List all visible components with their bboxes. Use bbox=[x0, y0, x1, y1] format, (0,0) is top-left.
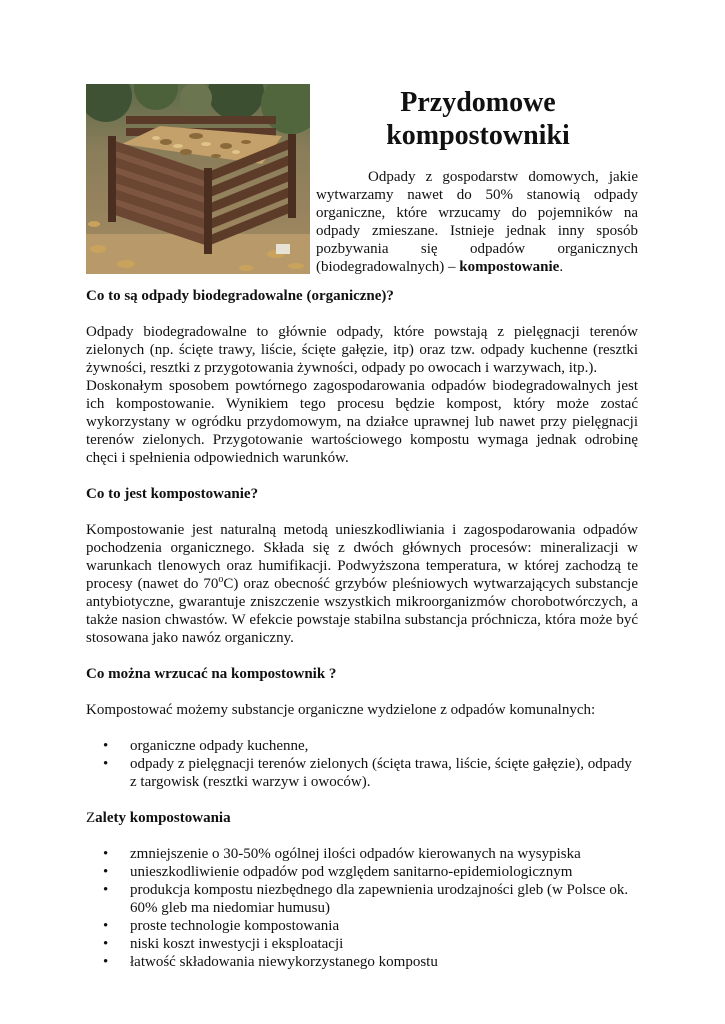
intro-end: . bbox=[559, 259, 564, 275]
list-item bbox=[103, 755, 638, 791]
section3-intro: Kompostować możemy substancje organiczne wydzielone z odpadów komunalnych: bbox=[86, 702, 596, 718]
section4-heading-initial: Z bbox=[86, 810, 96, 826]
bullet: • bbox=[103, 954, 109, 970]
bullet: • bbox=[103, 864, 109, 880]
spacer bbox=[86, 503, 638, 521]
section2-paragraph bbox=[86, 521, 638, 647]
list-item bbox=[103, 845, 638, 863]
section2-heading: Co to jest kompostowanie? bbox=[86, 486, 259, 502]
bullet: • bbox=[103, 918, 109, 934]
bullet: • bbox=[103, 738, 109, 754]
section4-list bbox=[86, 845, 638, 971]
list-item-text: proste technologie kompostowania bbox=[130, 918, 340, 934]
intro-text: Odpady z gospodarstw domowych, jakie wytwarzamy nawet do 50% stanowią odpady organiczne, które wrzucamy do pojemników na odpady zmieszane. Istnieje jednak inny sposób pozbywania się odpadów organicznych (biodegradowalnych) – bbox=[316, 169, 638, 275]
spacer bbox=[86, 683, 638, 701]
list-item bbox=[103, 935, 638, 953]
spacer bbox=[86, 467, 638, 485]
intro-bold-keyword: kompostowanie bbox=[459, 259, 560, 275]
spacer bbox=[86, 719, 638, 737]
page-title: Przydomowe kompostowniki bbox=[386, 87, 570, 151]
section4-heading-rest: alety kompostowania bbox=[95, 810, 231, 826]
section4-heading bbox=[86, 809, 638, 827]
spacer bbox=[86, 791, 638, 809]
list-item bbox=[103, 917, 638, 935]
list-item-text: niski koszt inwestycji i eksploatacji bbox=[130, 936, 344, 952]
list-item-text: łatwość składowania niewykorzystanego kompostu bbox=[130, 954, 438, 970]
intro-paragraph bbox=[316, 168, 638, 276]
list-item-text: zmniejszenie o 30-50% ogólnej ilości odpadów kierowanych na wysypiska bbox=[130, 846, 581, 862]
section2-text-a: Kompostowanie jest naturalną metodą unieszkodliwiania i zagospodarowania odpadów pochodzenia organicznego. Składa się z dwóch głównych procesów: mineralizacji w warunkach tlenowych oraz humifikacji. Podwyższona temperatura, w której zachodzą te procesy (nawet do 70 bbox=[86, 522, 638, 592]
list-item-text: unieszkodliwienie odpadów pod względem sanitarno-epidemiologicznym bbox=[130, 864, 573, 880]
list-item-text: produkcja kompostu niezbędnego dla zapewnienia urodzajności gleb (w Polsce ok. 60% gleb ma niedomiar humusu) bbox=[130, 882, 629, 916]
spacer bbox=[86, 827, 638, 845]
list-item-text: odpady z pielęgnacji terenów zielonych (ścięta trawa, liście, ścięte gałęzie), odpady z targowisk (resztki warzyw i owoców). bbox=[130, 756, 632, 790]
list-item-text: organiczne odpady kuchenne, bbox=[130, 738, 309, 754]
section2-text-b: C) oraz obecność grzybów pleśniowych wytwarzających substancje antybiotyczne, gwarantuje zniszczenie wszystkich mikroorganizmów chorobotwórczych, a także nasion chwastów. W efekcie powstaje stabilna substancja próchnicza, która może być stosowana jako nawóz organiczny. bbox=[86, 576, 638, 646]
section3-list bbox=[86, 737, 638, 791]
section3-heading: Co można wrzucać na kompostownik ? bbox=[86, 666, 337, 682]
compost-bin-illustration bbox=[86, 84, 310, 274]
list-item bbox=[103, 737, 638, 755]
bullet: • bbox=[103, 882, 109, 898]
bullet: • bbox=[103, 936, 109, 952]
list-item bbox=[103, 953, 638, 971]
degree-superscript: o bbox=[218, 574, 224, 585]
list-item bbox=[103, 863, 638, 881]
main-content bbox=[86, 287, 638, 971]
bullet: • bbox=[103, 756, 109, 772]
spacer bbox=[86, 647, 638, 665]
section1-heading: Co to są odpady biodegradowalne (organiczne)? bbox=[86, 288, 394, 304]
section1-paragraph-1: Odpady biodegradowalne to głównie odpady, które powstają z pielęgnacji terenów zielonych (np. ścięte trawy, liście, ścięte gałęzie, itp) oraz tzw. odpady kuchenne (resztki żywności, resztki z przygotowania żywności, odpady po owocach i warzywach, itp.). bbox=[86, 324, 638, 376]
list-item bbox=[103, 881, 638, 917]
bullet: • bbox=[103, 846, 109, 862]
spacer bbox=[86, 305, 638, 323]
compost-bin-photo bbox=[86, 84, 310, 274]
section1-paragraph-2: Doskonałym sposobem powtórnego zagospodarowania odpadów biodegradowalnych jest ich kompostowanie. Wynikiem tego procesu będzie kompost, który może zostać wykorzystany w ogródku przydomowym, na działce uprawnej lub nawet przy pielęgnacji terenów zielonych. Przygotowanie wartościowego kompostu wymaga jednak odrobinę chęci i spełnienia odpowiednich warunków. bbox=[86, 378, 638, 466]
